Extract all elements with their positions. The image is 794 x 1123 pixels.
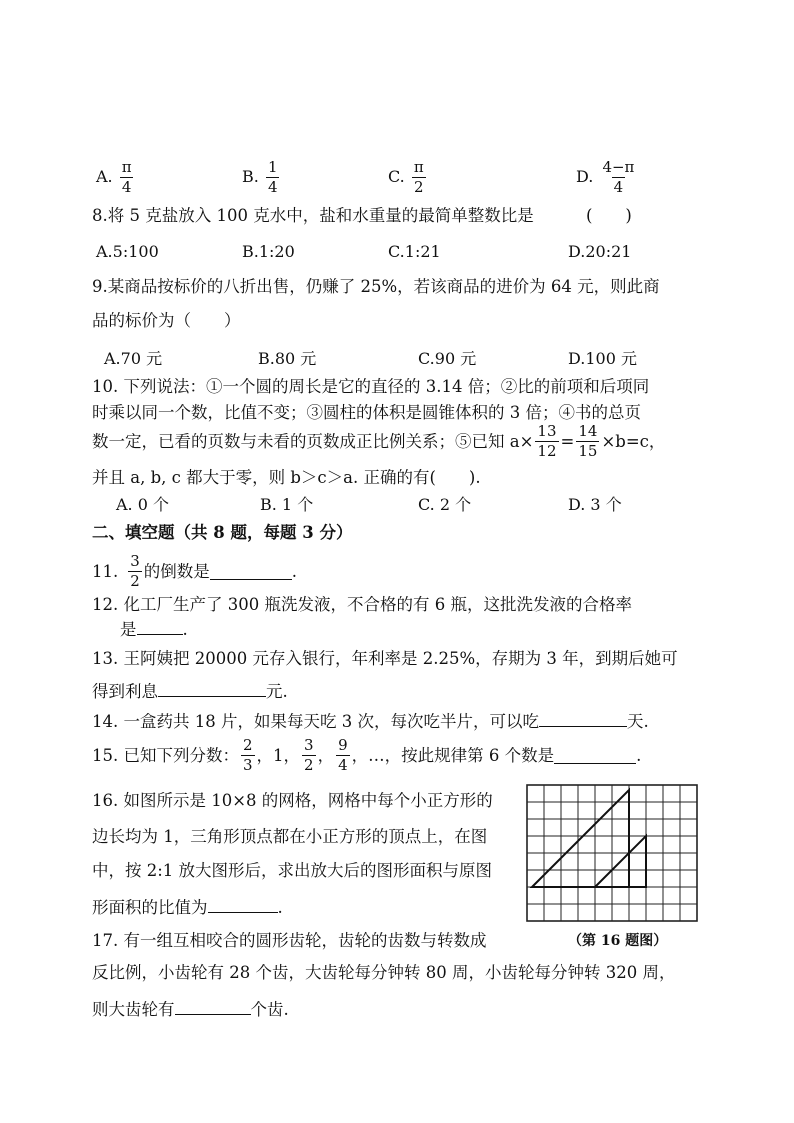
numerator: 14 (578, 422, 598, 440)
q17-line2: 反比例，小齿轮有 28 个齿，大齿轮每分钟转 80 周，小齿轮每分钟转 320 周， (92, 963, 676, 982)
q8-option-a: A.5:100 (96, 242, 159, 261)
q8-stem (92, 205, 534, 227)
numerator: 1 (267, 158, 278, 176)
fraction (336, 738, 350, 773)
q15-text-end: ，…，按此规律第 6 个数是 (351, 745, 555, 765)
numerator: 9 (338, 736, 348, 754)
q8-option-b: B.1:20 (242, 242, 295, 261)
q10-line3 (92, 424, 665, 459)
denominator: 3 (243, 756, 253, 774)
q12-line2 (120, 618, 188, 641)
q10-line3-end: ×b=c， (601, 431, 666, 451)
q15 (92, 738, 641, 773)
section-heading: 二、填空题（共 8 题，每题 3 分） (92, 523, 353, 542)
q16-line4 (92, 896, 283, 919)
fraction (241, 738, 255, 773)
fraction (600, 160, 636, 195)
fraction (576, 424, 599, 459)
q15-separator: ，1， (256, 745, 301, 765)
q13-text: 得到利息 (92, 682, 158, 701)
fraction (266, 160, 280, 195)
q8-answer-paren: ( ) (586, 206, 632, 225)
q12-text: 是 (120, 620, 137, 639)
denominator: 2 (414, 178, 424, 196)
q14 (92, 710, 649, 733)
numerator: 3 (304, 736, 314, 754)
numerator: π (121, 158, 132, 176)
q7-option-a (96, 160, 136, 195)
option-label: C. (388, 167, 405, 186)
answer-blank[interactable] (539, 710, 627, 727)
q13-line2 (92, 680, 288, 703)
answer-blank[interactable] (158, 680, 266, 697)
answer-blank[interactable] (210, 563, 292, 580)
grid-svg (526, 784, 698, 922)
q8-option-c: C.1:21 (388, 242, 441, 261)
q17-text: 则大齿轮有 (92, 1000, 175, 1019)
denominator: 4 (267, 178, 278, 196)
question-number: 11. (92, 561, 119, 581)
period: . (277, 898, 283, 917)
fraction (128, 554, 142, 589)
q16-line3: 中，按 2:1 放大图形后，求出放大后的图形面积与原图 (92, 861, 493, 880)
denominator: 2 (130, 572, 140, 590)
grid-figure (526, 784, 698, 922)
q9-option-c: C.90 元 (418, 349, 477, 368)
q11 (92, 554, 297, 589)
denominator: 15 (578, 442, 598, 460)
q9-line1: 9.某商品按标价的八折出售，仍赚了 25%，若该商品的进价为 64 元，则此商 (92, 277, 660, 296)
q17-line1: 17. 有一组互相咬合的圆形齿轮，齿轮的齿数与转数成 (92, 931, 487, 950)
q10-line1: 10. 下列说法：①一个圆的周长是它的直径的 3.14 倍；②比的前项和后项同 (92, 377, 650, 396)
denominator: 12 (537, 442, 557, 460)
q10-line3-text: 数一定，已看的页数与未看的页数成正比例关系；⑤已知 a× (92, 431, 534, 451)
fraction (412, 160, 426, 195)
q8-option-d: D.20:21 (568, 242, 632, 261)
denominator: 4 (121, 178, 132, 196)
denominator: 4 (613, 178, 624, 196)
fraction (302, 738, 316, 773)
numerator: 4−π (602, 158, 635, 176)
denominator: 4 (338, 756, 348, 774)
q17-line3 (92, 998, 289, 1021)
q7-option-d (576, 160, 638, 195)
q7-option-b (242, 160, 281, 195)
option-label: A. (96, 167, 113, 186)
large-triangle (532, 790, 629, 887)
q16-line2: 边长均为 1，三角形顶点都在小正方形的顶点上，在图 (92, 827, 488, 846)
q12-line1: 12. 化工厂生产了 300 瓶洗发液，不合格的有 6 瓶，这批洗发液的合格率 (92, 595, 632, 614)
q11-text: 的倒数是 (143, 561, 210, 581)
numerator: 13 (537, 422, 557, 440)
q10-option-b: B. 1 个 (260, 495, 314, 514)
q9-line2: 品的标价为（ ） (92, 311, 241, 330)
option-label: D. (576, 167, 594, 186)
small-triangle (595, 836, 646, 887)
period: . (291, 561, 298, 581)
q15-text: 15. 已知下列分数： (92, 745, 239, 765)
q9-option-b: B.80 元 (258, 349, 317, 368)
q10-option-d: D. 3 个 (568, 495, 622, 514)
q13-end: 元. (266, 682, 288, 701)
answer-blank[interactable] (137, 618, 183, 635)
q9-option-a: A.70 元 (104, 349, 163, 368)
q17-end: 个齿. (250, 1000, 289, 1019)
period: . (636, 745, 642, 765)
q14-end: 天. (626, 712, 649, 731)
answer-blank[interactable] (208, 896, 278, 913)
q10-option-c: C. 2 个 (418, 495, 472, 514)
q10-line4: 并且 a, b, c 都大于零，则 b＞c＞a. 正确的有( ). (92, 468, 481, 487)
q8-text: 8.将 5 克盐放入 100 克水中，盐和水重量的最简单整数比是 (92, 206, 534, 225)
q9-option-d: D.100 元 (568, 349, 637, 368)
q10-option-a: A. 0 个 (116, 495, 169, 514)
answer-blank[interactable] (554, 747, 636, 764)
equals-sign: = (560, 431, 575, 451)
q16-text: 形面积的比值为 (92, 898, 208, 917)
q14-text: 14. 一盒药共 18 片，如果每天吃 3 次，每次吃半片，可以吃 (92, 712, 539, 731)
answer-blank[interactable] (175, 998, 251, 1015)
q16-line1: 16. 如图所示是 10×8 的网格，网格中每个小正方形的 (92, 791, 493, 810)
figure-caption: （第 16 题图） (568, 933, 668, 949)
denominator: 2 (304, 756, 314, 774)
q7-option-c (388, 160, 428, 195)
fraction (120, 160, 134, 195)
q15-separator: ， (317, 745, 335, 765)
period: . (182, 620, 188, 639)
numerator: 3 (130, 552, 140, 570)
numerator: 2 (243, 736, 253, 754)
numerator: π (413, 158, 424, 176)
fraction (535, 424, 558, 459)
option-label: B. (242, 167, 259, 186)
q13-line1: 13. 王阿姨把 20000 元存入银行，年利率是 2.25%，存期为 3 年，到期后她可 (92, 649, 678, 668)
q10-line2: 时乘以同一个数，比值不变；③圆柱的体积是圆锥体积的 3 倍；④书的总页 (92, 403, 641, 422)
